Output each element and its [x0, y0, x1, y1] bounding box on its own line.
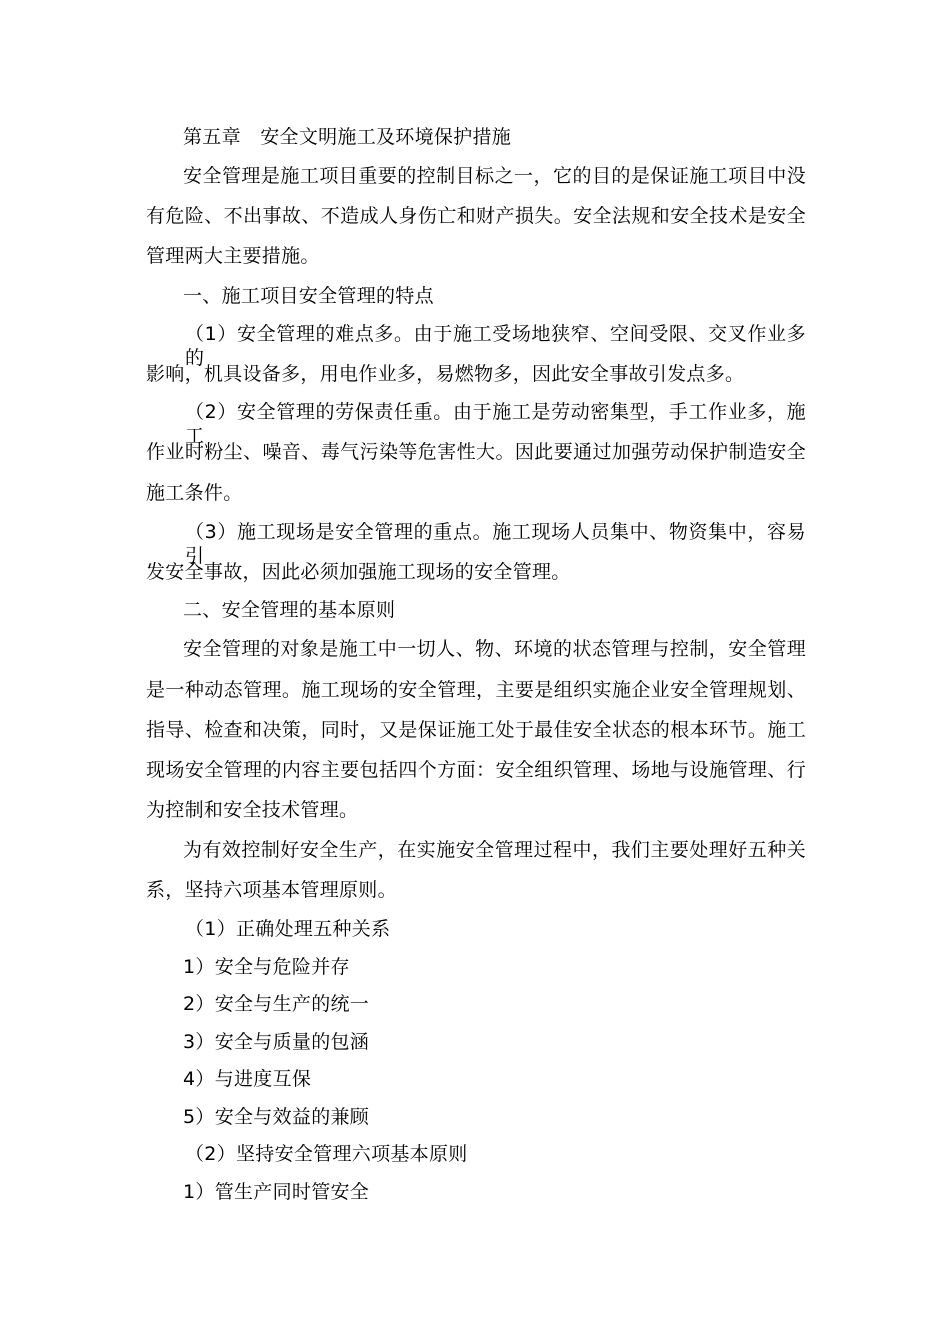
sub-1-item: 1）安全与危险并存: [183, 956, 350, 978]
intro-line-1: 安全管理是施工项目重要的控制目标之一，它的目的是保证施工项目中没: [183, 165, 806, 187]
sub-2-item: 1）管生产同时管安全: [183, 1181, 370, 1203]
section-2-p1-line-1: 安全管理的对象是施工中一切人、物、环境的状态管理与控制，安全管理: [183, 638, 806, 660]
section-1-p3-line-2: 发安全事故，因此必须加强施工现场的安全管理。: [146, 561, 571, 583]
section-1-p1-line-2: 影响，机具设备多，用电作业多，易燃物多，因此安全事故引发点多。: [146, 363, 745, 385]
sub-1-item: 3）安全与质量的包涵: [183, 1031, 370, 1053]
section-1-p1-line-1: （1）安全管理的难点多。由于施工受场地狭窄、空间受限、交叉作业多的: [185, 323, 806, 369]
section-2-p1-line-2: 是一种动态管理。施工现场的安全管理，主要是组织实施企业安全管理规划、: [146, 679, 806, 701]
section-1-p2-line-2: 作业时粉尘、噪音、毒气污染等危害性大。因此要通过加强劳动保护制造安全: [146, 441, 806, 463]
section-2-p2-line-1: 为有效控制好安全生产，在实施安全管理过程中，我们主要处理好五种关: [183, 839, 806, 861]
sub-1-item: 2）安全与生产的统一: [183, 993, 370, 1015]
sub-1-item: 4）与进度互保: [183, 1068, 312, 1090]
section-2-p2-line-2: 系，坚持六项基本管理原则。: [146, 879, 397, 901]
section-2-p1-line-4: 现场安全管理的内容主要包括四个方面：安全组织管理、场地与设施管理、行: [146, 759, 806, 781]
sub-1-item: 5）安全与效益的兼顾: [183, 1106, 370, 1128]
section-2-p1-line-3: 指导、检查和决策，同时，又是保证施工处于最佳安全状态的根本环节。施工: [146, 719, 806, 741]
sub-2-title: （2）坚持安全管理六项基本原则: [185, 1143, 468, 1165]
section-1-p3-line-1: （3）施工现场是安全管理的重点。施工现场人员集中、物资集中，容易引: [185, 521, 806, 567]
section-1-title: 一、施工项目安全管理的特点: [183, 285, 434, 307]
intro-line-3: 管理两大主要措施。: [146, 245, 320, 267]
section-2-p1-line-5: 为控制和安全技术管理。: [146, 799, 359, 821]
section-1-p2-line-1: （2）安全管理的劳保责任重。由于施工是劳动密集型，手工作业多，施工: [185, 401, 806, 447]
intro-line-2: 有危险、不出事故、不造成人身伤亡和财产损失。安全法规和安全技术是安全: [146, 205, 806, 227]
section-2-title: 二、安全管理的基本原则: [183, 599, 396, 621]
chapter-heading: 第五章 安全文明施工及环境保护措施: [183, 126, 512, 148]
sub-1-title: （1）正确处理五种关系: [185, 918, 391, 940]
section-1-p2-line-3: 施工条件。: [146, 482, 243, 504]
